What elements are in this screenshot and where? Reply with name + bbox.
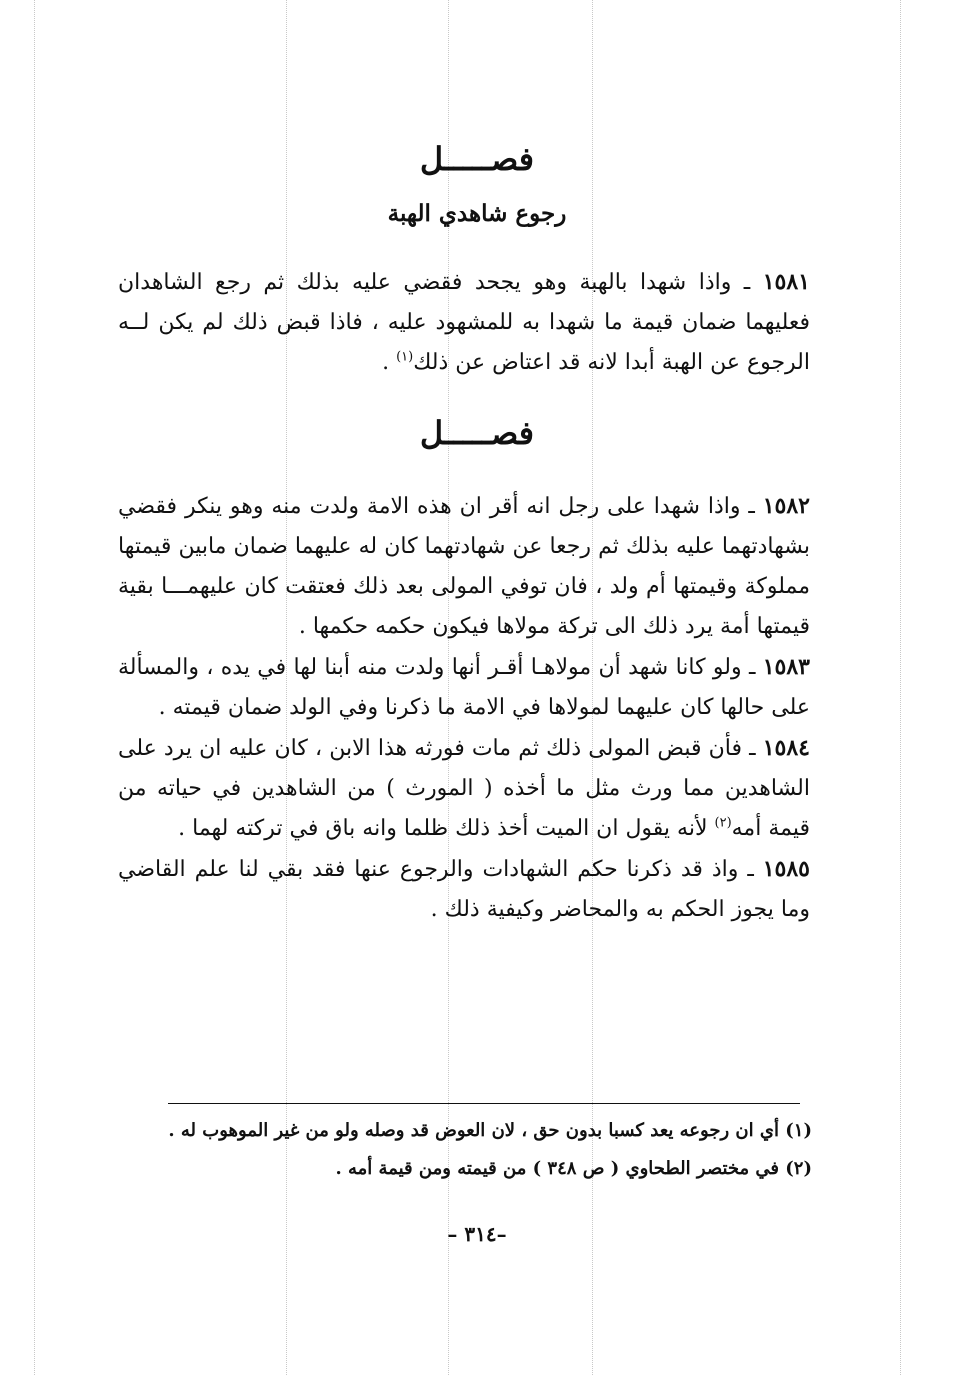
paragraph-text: ـ واذا شهدا بالهبة وهو يجحد فقضي عليه بذلك ثم رجع الشاهدان فعليهما ضمان قيمة ما شهدا به للمشهود عليه ، فاذا قبض ذلك لم يكن لــه الرجوع عن الهبة أبدا لانه قد اعتاض عن ذلك <box>118 270 810 375</box>
page-number: –٣١٤ – <box>447 1222 507 1246</box>
footnote-reference: (١) <box>396 349 414 365</box>
footnotes <box>112 1114 812 1186</box>
footnote-reference: (٢) <box>714 815 732 831</box>
section-heading-2: فصـــــل <box>419 414 535 452</box>
footnote-1: (١) أي ان رجوعه يعد كسبا بدون حق ، لان العوض قد وصله ولو من غير الموهوب له . <box>168 1120 812 1141</box>
section-subheading: رجوع شاهدي الهبة <box>387 200 567 227</box>
paragraph-1582 <box>118 486 810 647</box>
footnote-separator <box>168 1103 800 1104</box>
paragraph-1583 <box>118 647 810 728</box>
paragraph-1584 <box>118 728 810 849</box>
paragraph-text: ـ فأن قبض المولى ذلك ثم مات فورثه هذا الابن ، كان عليه ان يرد على الشاهدين مما ورث مثل ما أخذه ( المورث ) من الشاهدين في حياته من قيمة أمه <box>118 736 810 841</box>
paragraph-text: ـ واذ قد ذكرنا حكم الشهادات والرجوع عنها فقد بقي لنا علم القاضي وما يجوز الحكم به والمحاضر وكيفية ذلك . <box>118 857 810 922</box>
paragraph-number: ١٥٨٤ <box>762 735 810 761</box>
paragraph-number: ١٥٨٢ <box>762 493 810 519</box>
paragraph-number: ١٥٨١ <box>762 269 810 295</box>
paragraph-text-end: . <box>382 350 397 375</box>
paragraph-1581 <box>118 262 810 383</box>
paragraph-text: ـ واذا شهدا على رجل انه أقر ان هذه الامة ولدت منه وهو ينكر فقضي بشهادتهما عليه بذلك ثم رجعا عن شهادتهما كان له عليهما ضمان مابين قيمتها مملوكة وقيمتها أم ولد ، فان توفي المولى بعد ذلك فعتقت كان عليهمـــا بقية قيمتها أمة يرد ذلك الى تركة مولاها فيكون حكمه حكمها . <box>118 494 810 639</box>
paragraph-number: ١٥٨٣ <box>762 654 810 680</box>
footnote-2: (٢) في مختصر الطحاوي ( ص ٣٤٨ ) من قيمته ومن قيمة أمه . <box>335 1158 812 1179</box>
paragraph-text: ـ ولو كانا شهد أن مولاهـا أقـر أنها ولدت منه أبنا لها في يده ، والمسألة على حالها كان عليهما لمولاها في الامة ما ذكرنا وفي الولد ضمان قيمته . <box>118 655 810 720</box>
section-heading-1: فصـــــل <box>419 140 535 178</box>
paragraphs-group <box>118 486 810 930</box>
paragraph-1585 <box>118 849 810 930</box>
paragraph-number: ١٥٨٥ <box>762 856 810 882</box>
paragraph-text-end: لأنه يقول ان الميت أخذ ذلك ظلما وانه باق في تركته لهما . <box>178 816 715 841</box>
